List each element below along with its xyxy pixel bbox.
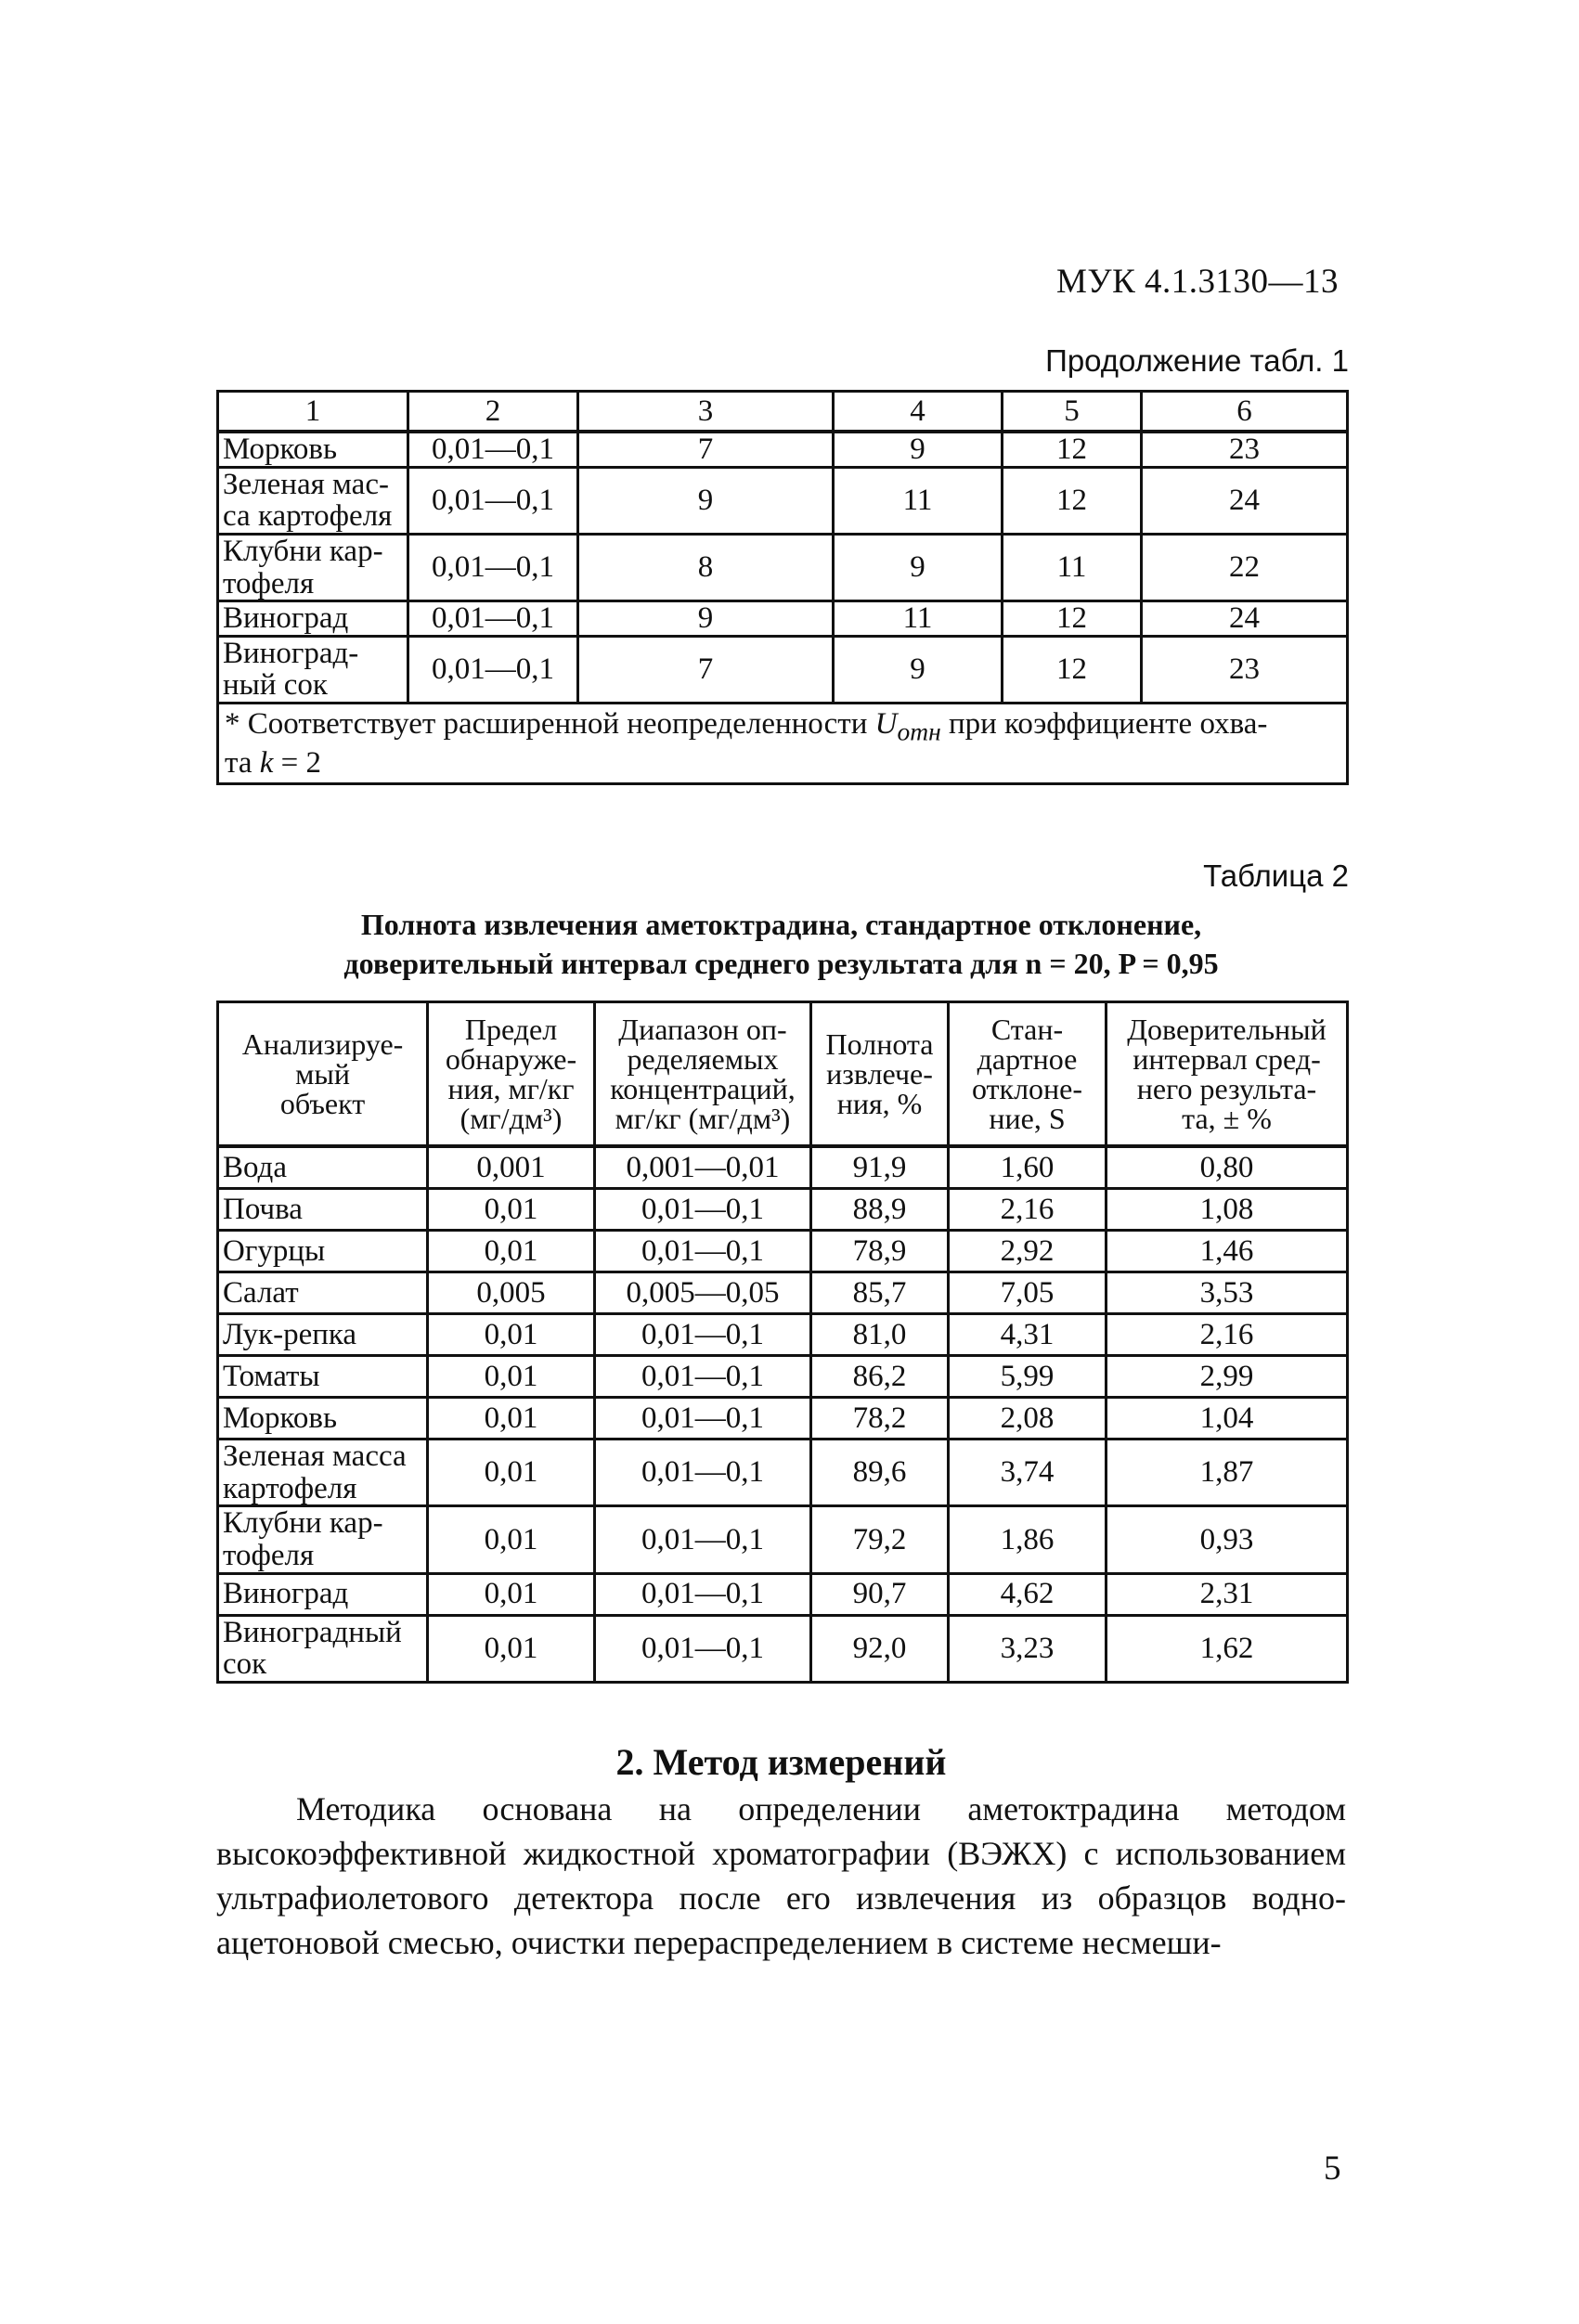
table2-cell-recovery: 81,0 [811,1314,949,1356]
table2-cell-range: 0,01—0,1 [595,1440,811,1506]
section-paragraph: Методика основана на определении аметоктрадина методом высокоэффективной жидкостной хроматографии (ВЭЖХ) с использованием ультрафиолетового детектора после его извлечения из образцов водно-ацетоновой смесью, очистки перераспределением в системе несмеши- [216,1790,1346,1961]
table2-title [216,905,1346,983]
table2-cell-recovery: 90,7 [811,1573,949,1615]
table2-cell-range: 0,01—0,1 [595,1398,811,1440]
table1-cell-value: 12 [1003,601,1142,637]
page-number: 5 [1324,2150,1341,2188]
table1-cell-range: 0,01—0,1 [408,467,578,534]
table1 [216,390,1349,785]
footnote-text: * Соответствует расширенной неопределенности [225,707,875,742]
table2-cell-sd: 1,86 [949,1506,1107,1573]
table2-cell-sd: 3,23 [949,1615,1107,1682]
table2-cell-sd: 2,92 [949,1231,1107,1272]
table2-cell-object-line: Лук-репка [223,1317,357,1351]
table2-cell-range: 0,001—0,01 [595,1146,811,1189]
table2-cell-sd: 4,62 [949,1573,1107,1615]
table2-cell-ci: 1,08 [1107,1189,1348,1231]
table2-cell-object [218,1189,428,1231]
table2-cell-ci: 0,80 [1107,1146,1348,1189]
table2-col-header [811,1002,949,1147]
table2-cell-object-line: Томаты [223,1359,320,1393]
table2-col-header-line: дартное [977,1042,1078,1076]
table1-header-row [218,392,1348,433]
table2-col-header-line: ния, мг/кг [447,1072,575,1105]
table2-cell-range: 0,005—0,05 [595,1272,811,1314]
table2-row [218,1440,1348,1506]
table2-cell-object-line: Морковь [223,1401,338,1435]
footnote-text: при коэффициенте охва- [940,707,1268,742]
table1-cell-value: 9 [834,534,1003,600]
table2-cell-recovery: 78,9 [811,1231,949,1272]
table2-cell-object [218,1146,428,1189]
table1-cell-object-line: Виноград [223,601,349,636]
table2-cell-range: 0,01—0,1 [595,1189,811,1231]
table1-row [218,534,1348,600]
footnote-text: та [225,745,260,780]
table2-row [218,1615,1348,1682]
table1-col-header: 3 [578,392,834,433]
table2-col-header-line: мый [295,1057,350,1091]
table1-cell-value: 23 [1142,432,1348,467]
table1-continuation-label: Продолжение табл. 1 [1045,343,1349,378]
table2-cell-object [218,1398,428,1440]
table1-cell-object [218,467,408,534]
table2-cell-range: 0,01—0,1 [595,1356,811,1398]
footnote-symbol: U [874,707,898,742]
table1-cell-value: 11 [1003,534,1142,600]
table1-cell-object-line: Морковь [223,433,338,466]
table2-cell-object-line: Зеленая масса [223,1440,407,1473]
table2-col-header-line: Анализируе- [241,1027,404,1061]
table1-cell-object-line: Зеленая мас- [223,467,389,501]
table2-cell-ci: 1,04 [1107,1398,1348,1440]
table2-cell-limit: 0,01 [428,1356,595,1398]
table2-col-header [595,1002,811,1147]
table2-cell-object [218,1615,428,1682]
table1-row [218,432,1348,467]
table2-row [218,1189,1348,1231]
table1-cell-value: 9 [578,601,834,637]
table2-cell-recovery: 91,9 [811,1146,949,1189]
table2-cell-range: 0,01—0,1 [595,1615,811,1682]
table2-cell-object-line: Огурцы [223,1233,326,1268]
table1-col-header: 2 [408,392,578,433]
table2-cell-object-line: Вода [223,1150,287,1184]
table2-col-header-line: извлече- [826,1057,933,1091]
table1-cell-value: 7 [578,636,834,703]
table2-cell-limit: 0,01 [428,1440,595,1506]
table2-cell-range: 0,01—0,1 [595,1231,811,1272]
table2-row [218,1146,1348,1189]
table2-cell-object-line: сок [223,1647,267,1682]
footnote-subscript: отн [897,717,941,746]
table2-cell-object-line: картофеля [223,1471,357,1505]
table2-col-header-line: Доверительный [1127,1013,1327,1046]
table2-cell-recovery: 79,2 [811,1506,949,1573]
footnote-text: = 2 [273,745,322,780]
table2-cell-limit: 0,01 [428,1573,595,1615]
table2-row [218,1272,1348,1314]
table2-row [218,1573,1348,1615]
table1-cell-object [218,601,408,637]
table2-cell-sd: 2,16 [949,1189,1107,1231]
table2-cell-object-line: Почва [223,1192,303,1226]
table1-cell-value: 12 [1003,432,1142,467]
table1-cell-value: 12 [1003,467,1142,534]
table1-cell-object-line: са картофеля [223,499,393,534]
table2-row [218,1506,1348,1573]
table2-cell-ci: 2,16 [1107,1314,1348,1356]
table2-cell-limit: 0,005 [428,1272,595,1314]
table1-cell-value: 12 [1003,636,1142,703]
table1-cell-value: 22 [1142,534,1348,600]
table1-cell-value: 24 [1142,467,1348,534]
table1-cell-value: 11 [834,601,1003,637]
table1-cell-object [218,534,408,600]
table1-cell-range: 0,01—0,1 [408,601,578,637]
table2-cell-limit: 0,001 [428,1146,595,1189]
table2-col-header-line: Стан- [990,1013,1064,1046]
table2-cell-object [218,1440,428,1506]
table2-cell-recovery: 78,2 [811,1398,949,1440]
table2-cell-ci: 1,62 [1107,1615,1348,1682]
table2-cell-ci: 0,93 [1107,1506,1348,1573]
table2-col-header-line: интервал сред- [1132,1042,1321,1076]
table2-col-header-line: него результа- [1136,1072,1317,1105]
table1-cell-value: 9 [834,432,1003,467]
section-title: 2. Метод измерений [615,1741,947,1783]
table2-cell-limit: 0,01 [428,1231,595,1272]
table2-cell-limit: 0,01 [428,1398,595,1440]
table2-cell-object [218,1506,428,1573]
table1-cell-range: 0,01—0,1 [408,636,578,703]
table2-cell-ci: 1,46 [1107,1231,1348,1272]
table2-col-header-line: Полнота [825,1027,934,1061]
table2-cell-limit: 0,01 [428,1615,595,1682]
table2-col-header-line: мг/кг (мг/дм³) [615,1102,791,1135]
footnote-k-symbol: k [259,745,274,780]
table2-cell-range: 0,01—0,1 [595,1506,811,1573]
table2-col-header [218,1002,428,1147]
table2-cell-object [218,1356,428,1398]
table2-col-header-line: ния, % [836,1087,923,1120]
table1-cell-object [218,432,408,467]
table2-cell-object-line: Виноградный [223,1615,402,1649]
table2-cell-limit: 0,01 [428,1506,595,1573]
table1-cell-value: 9 [578,467,834,534]
table2-cell-object [218,1573,428,1615]
table1-col-header: 4 [834,392,1003,433]
table1-footnote [218,704,1348,784]
table2-col-header [949,1002,1107,1147]
table2-cell-recovery: 85,7 [811,1272,949,1314]
table2-col-header-line: (мг/дм³) [459,1102,563,1135]
table2-row [218,1398,1348,1440]
table1-cell-value: 8 [578,534,834,600]
table2-col-header-line: обнаруже- [445,1042,577,1076]
table1-footnote-row [218,704,1348,784]
table1-row [218,467,1348,534]
table1-col-header: 6 [1142,392,1348,433]
table1-col-header: 1 [218,392,408,433]
table2-cell-ci: 1,87 [1107,1440,1348,1506]
table2-col-header-line: объект [279,1087,366,1120]
table2-cell-limit: 0,01 [428,1314,595,1356]
table2-cell-object [218,1231,428,1272]
table1-cell-object [218,636,408,703]
table2-col-header-line: концентраций, [610,1072,796,1105]
table1-cell-object-line: ный сок [223,668,328,703]
table2-cell-ci: 2,99 [1107,1356,1348,1398]
table2 [216,1001,1349,1684]
table2-col-header-line: та, ± % [1182,1102,1272,1135]
document-code: МУК 4.1.3130—13 [1056,263,1340,301]
table2-title-line: доверительный интервал среднего результата для n = 20, P = 0,95 [343,947,1219,981]
table2-cell-recovery: 92,0 [811,1615,949,1682]
table2-cell-recovery: 89,6 [811,1440,949,1506]
table2-title-line: Полнота извлечения аметоктрадина, стандартное отклонение, [360,908,1202,941]
table1-cell-value: 11 [834,467,1003,534]
table2-row [218,1356,1348,1398]
table1-row [218,636,1348,703]
table2-header-row [218,1002,1348,1147]
table2-cell-sd: 2,08 [949,1398,1107,1440]
table2-cell-sd: 7,05 [949,1272,1107,1314]
table1-cell-value: 9 [834,636,1003,703]
table2-cell-recovery: 86,2 [811,1356,949,1398]
table2-row [218,1231,1348,1272]
table1-row [218,601,1348,637]
table2-col-header-line: ределяемых [627,1042,779,1076]
table1-cell-value: 23 [1142,636,1348,703]
table2-cell-recovery: 88,9 [811,1189,949,1231]
table2-cell-object [218,1272,428,1314]
table2-cell-sd: 3,74 [949,1440,1107,1506]
table1-cell-object-line: Виноград- [223,636,359,670]
table2-cell-object-line: тофеля [223,1538,315,1572]
table2-col-header-line: Предел [464,1013,558,1046]
table2-cell-object-line: Виноград [223,1577,349,1611]
table1-cell-object-line: тофеля [223,566,315,600]
table2-cell-ci: 2,31 [1107,1573,1348,1615]
table1-cell-object-line: Клубни кар- [223,534,383,568]
table2-cell-object-line: Клубни кар- [223,1506,383,1541]
table2-cell-sd: 1,60 [949,1146,1107,1189]
table2-cell-sd: 4,31 [949,1314,1107,1356]
table1-cell-range: 0,01—0,1 [408,534,578,600]
table2-cell-range: 0,01—0,1 [595,1314,811,1356]
table2-cell-range: 0,01—0,1 [595,1573,811,1615]
table1-cell-value: 7 [578,432,834,467]
table2-label: Таблица 2 [1203,859,1349,893]
table1-col-header: 5 [1003,392,1142,433]
table2-cell-object-line: Салат [223,1275,299,1310]
table2-col-header [428,1002,595,1147]
table1-cell-value: 24 [1142,601,1348,637]
table2-cell-limit: 0,01 [428,1189,595,1231]
table2-col-header-line: отклоне- [971,1072,1083,1105]
table2-cell-object [218,1314,428,1356]
table2-cell-sd: 5,99 [949,1356,1107,1398]
table2-col-header [1107,1002,1348,1147]
table2-row [218,1314,1348,1356]
table2-col-header-line: Диапазон оп- [618,1013,787,1046]
table2-cell-ci: 3,53 [1107,1272,1348,1314]
table2-col-header-line: ние, S [989,1102,1066,1135]
table1-cell-range: 0,01—0,1 [408,432,578,467]
